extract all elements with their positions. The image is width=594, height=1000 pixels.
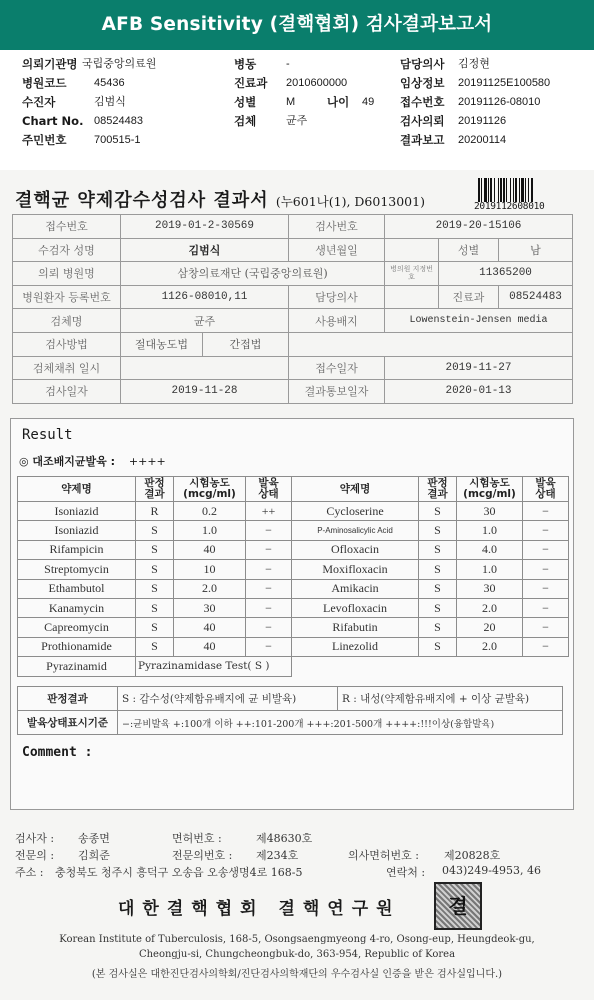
test-no: 2019-20-15106 [385, 215, 573, 239]
drug-conc: 40 [174, 540, 246, 559]
info-label: 수진자 [22, 95, 56, 109]
info-value: 45436 [94, 77, 125, 89]
info-value: 균주 [286, 115, 308, 127]
hospital-code: 11365200 [439, 262, 573, 286]
doctor-label: 담당의사 [289, 285, 385, 309]
pza-test: Pyrazinamidase Test( S ) [136, 657, 292, 676]
test-date-label: 검사일자 [13, 380, 121, 404]
col-growth: 발육 상태 [246, 477, 292, 502]
table-row [13, 309, 573, 333]
drug-conc: 40 [174, 618, 246, 637]
address-label: 주소 : [15, 866, 44, 879]
patient-label: 수검자 성명 [13, 238, 121, 262]
sex-value: 남 [499, 238, 573, 262]
dob-value [385, 238, 439, 262]
drug-growth: − [246, 521, 292, 540]
comment-label: Comment : [22, 745, 93, 760]
hospital-name: 삼창의료재단 (국립중앙의료원) [121, 262, 385, 286]
table-row [18, 618, 569, 637]
notify-date: 2020-01-13 [385, 380, 573, 404]
collect-value [121, 356, 289, 380]
drug-result: S [136, 540, 174, 559]
info-value: 국립중앙의료원 [82, 58, 157, 70]
table-row [13, 356, 573, 380]
specialist-no: 제234호 [256, 849, 299, 862]
table-row [18, 560, 569, 579]
drug-growth: − [523, 579, 569, 598]
test-no-label: 검사번호 [289, 215, 385, 239]
dept-value: 08524483 [499, 285, 573, 309]
drug-conc: 40 [174, 637, 246, 656]
drug-growth: − [246, 598, 292, 617]
info-label: 담당의사 [400, 57, 445, 71]
medium-label: 사용배지 [289, 309, 385, 333]
drug-result: S [419, 598, 457, 617]
specialist-label: 전문의 : [15, 849, 55, 862]
info-value: 20191125E100580 [458, 77, 551, 89]
drug-conc: 1.0 [174, 521, 246, 540]
reg-no-label: 병원환자 등록번호 [13, 285, 121, 309]
table-row [18, 579, 569, 598]
drug-result: S [419, 579, 457, 598]
legend-table [17, 686, 563, 735]
drug-name: Isoniazid [18, 502, 136, 521]
drug-result: S [419, 618, 457, 637]
result-heading: Result [22, 427, 73, 443]
info-label: 진료과 [234, 76, 268, 90]
drug-growth: − [523, 502, 569, 521]
info-value: 700515-1 [94, 134, 141, 146]
notify-label: 결과통보일자 [289, 380, 385, 404]
drug-growth: − [523, 560, 569, 579]
drug-result: S [419, 502, 457, 521]
receipt-date: 2019-11-27 [385, 356, 573, 380]
col-conc: 시험농도 (mcg/ml) [457, 477, 523, 502]
drug-conc: 2.0 [457, 637, 523, 656]
barcode-number: 2019112608010 [474, 201, 545, 212]
info-label: 결과보고 [400, 133, 445, 147]
drug-name: P-Aminosalicylic Acid [292, 521, 419, 540]
drug-name: Ofloxacin [292, 540, 419, 559]
info-value: 김범식 [94, 96, 126, 108]
barcode-icon [478, 178, 566, 202]
table-row [13, 215, 573, 239]
info-label: 임상정보 [400, 76, 445, 90]
drug-growth: − [523, 598, 569, 617]
receipt-label: 접수일자 [289, 356, 385, 380]
table-row [18, 637, 569, 656]
drug-name: Kanamycin [18, 598, 136, 617]
drug-growth: − [246, 560, 292, 579]
doctor-value [385, 285, 439, 309]
drug-name: Levofloxacin [292, 598, 419, 617]
tester-name: 송종면 [78, 832, 110, 845]
doctor-license: 제20828호 [444, 849, 501, 862]
drug-name: Linezolid [292, 637, 419, 656]
reg-no: 1126-08010,11 [121, 285, 289, 309]
patient-name: 김범식 [121, 238, 289, 262]
info-label: 검사의뢰 [400, 114, 445, 128]
drug-result: S [136, 618, 174, 637]
drug-name: Moxifloxacin [292, 560, 419, 579]
address: 충청북도 청주시 흥덕구 오송읍 오송생명4로 168-5 [55, 866, 303, 879]
info-value: 08524483 [94, 115, 143, 127]
info-value: 김정현 [458, 58, 490, 70]
drug-growth: − [246, 618, 292, 637]
document-title-text: 결핵균 약제감수성검사 결과서 [15, 190, 269, 211]
info-row [22, 74, 582, 93]
collect-label: 검체채취 일시 [13, 356, 121, 380]
accept-no: 2019-01-2-30569 [121, 215, 289, 239]
col-growth: 발육 상태 [523, 477, 569, 502]
document-title [15, 186, 425, 212]
info-row [22, 55, 582, 74]
drug-name: Rifabutin [292, 618, 419, 637]
legend-judge-label: 판정결과 [18, 687, 118, 711]
drug-conc: 20 [457, 618, 523, 637]
table-row [18, 502, 569, 521]
info-label: 의뢰기관명 [22, 57, 78, 71]
test-date: 2019-11-28 [121, 380, 289, 404]
institute-address-en-2: Cheongju-si, Chungcheongbuk-do, 363-954, Republic of Korea [138, 949, 456, 960]
drug-conc: 2.0 [457, 598, 523, 617]
patient-info [22, 55, 582, 150]
report-title-bar [0, 0, 594, 50]
drug-conc: 1.0 [457, 521, 523, 540]
table-row [18, 540, 569, 559]
specialist-name: 김희준 [78, 849, 110, 862]
drug-name: Ethambutol [18, 579, 136, 598]
hospital-label: 의뢰 병원명 [13, 262, 121, 286]
table-row [13, 380, 573, 404]
document-code: (누601나(1), D6013001) [275, 194, 425, 209]
info-label: 접수번호 [400, 95, 445, 109]
specialist-no-label: 전문의번호 : [172, 849, 233, 862]
info-value: 20191126 [458, 115, 507, 127]
institute-address-en-1: Korean Institute of Tuberculosis, 168-5, Osongsaengmyeong 4-ro, Osong-eup, Heungdeok-gu, [59, 934, 535, 945]
table-header-row [18, 477, 569, 502]
specimen-label: 검체명 [13, 309, 121, 333]
control-growth-label: ◎ 대조배지균발육 : [19, 455, 116, 468]
drug-name: Cycloserine [292, 502, 419, 521]
info-value: 49 [362, 96, 375, 108]
pza-name: Pyrazinamid [18, 657, 136, 676]
drug-name: Amikacin [292, 579, 419, 598]
col-conc: 시험농도 (mcg/ml) [174, 477, 246, 502]
doctor-license-label: 의사면허번호 : [348, 849, 419, 862]
drug-result: S [136, 521, 174, 540]
info-label: 성별 [234, 95, 257, 109]
contact: 043)249-4953, 46 [442, 864, 541, 877]
table-row [13, 262, 573, 286]
table-row [18, 521, 569, 540]
info-row [22, 93, 582, 112]
drug-conc: 30 [457, 579, 523, 598]
drug-growth: − [523, 618, 569, 637]
drug-result: S [136, 560, 174, 579]
info-value: 2010600000 [286, 77, 348, 89]
info-label: 검체 [234, 114, 257, 128]
drug-name: Capreomycin [18, 618, 136, 637]
legend-row [18, 711, 563, 735]
info-value: - [286, 58, 290, 70]
col-drug: 약제명 [292, 477, 419, 502]
drug-result: S [419, 540, 457, 559]
legend-row [18, 687, 563, 711]
info-label: 주민번호 [22, 133, 67, 147]
certification-note: (본 검사실은 대한진단검사의학회/진단검사의학재단의 우수검사실 인증을 받은 검사실입니다.) [91, 969, 503, 980]
drug-conc: 1.0 [457, 560, 523, 579]
drug-conc: 10 [174, 560, 246, 579]
control-growth-value: ++++ [128, 455, 166, 468]
drug-conc: 4.0 [457, 540, 523, 559]
specimen-value: 균주 [121, 309, 289, 333]
drug-name: Rifampicin [18, 540, 136, 559]
dob-label: 생년월일 [289, 238, 385, 262]
license-label: 면허번호 : [172, 832, 222, 845]
institute-name: 대한결핵협회 결핵연구원 [118, 899, 401, 919]
info-value: 20200114 [458, 134, 507, 146]
info-label: 나이 [327, 95, 350, 109]
table-row [13, 332, 573, 356]
legend-growth-label: 발육상태표시기준 [18, 711, 118, 735]
drug-result: S [419, 560, 457, 579]
table-row [18, 598, 569, 617]
tester-label: 검사자 : [15, 832, 55, 845]
medium-value: Lowenstein-Jensen media [385, 309, 573, 333]
drug-conc: 30 [174, 598, 246, 617]
col-judge: 판정 결과 [419, 477, 457, 502]
info-value: M [286, 96, 296, 108]
official-seal-icon: 결 [434, 882, 482, 930]
method-value-2: 간접법 [203, 332, 289, 356]
drug-result: S [136, 579, 174, 598]
method-value-1: 절대농도법 [121, 332, 203, 356]
drug-growth: − [523, 637, 569, 656]
control-growth [19, 453, 166, 469]
info-label: 병원코드 [22, 76, 67, 90]
drug-growth: − [523, 540, 569, 559]
drug-result: S [419, 521, 457, 540]
table-row [13, 285, 573, 309]
contact-label: 연락처 : [386, 866, 426, 879]
scanned-result-document [0, 170, 594, 1000]
drug-name: Prothionamide [18, 637, 136, 656]
drug-growth: − [246, 579, 292, 598]
drug-result: S [136, 598, 174, 617]
report-title: AFB Sensitivity (결핵협회) 검사결과보고서 [101, 14, 493, 35]
drug-table [17, 476, 569, 677]
drug-growth: − [246, 637, 292, 656]
info-value: 20191126-08010 [458, 96, 541, 108]
hospital-code-label: 병의원 지정번호 [385, 262, 439, 286]
result-section [10, 418, 574, 810]
license-number: 제48630호 [256, 832, 313, 845]
legend-judge-s: S : 감수성(약제함유배지에 균 비발육) [118, 687, 338, 711]
drug-growth: − [523, 521, 569, 540]
info-label: Chart No. [22, 114, 84, 128]
info-row [22, 131, 582, 150]
info-label: 병동 [234, 57, 257, 71]
drug-name: Streptomycin [18, 560, 136, 579]
drug-conc: 2.0 [174, 579, 246, 598]
drug-result: S [419, 637, 457, 656]
registration-table [12, 214, 573, 404]
info-row [22, 112, 582, 131]
legend-growth-value: −:균비발육 +:100개 이하 ++:101-200개 +++:201-500개 ++++:!!!이상(융합발육) [118, 711, 563, 735]
drug-name: Isoniazid [18, 521, 136, 540]
accept-no-label: 접수번호 [13, 215, 121, 239]
drug-conc: 30 [457, 502, 523, 521]
drug-growth: − [246, 540, 292, 559]
col-judge: 판정 결과 [136, 477, 174, 502]
drug-result: R [136, 502, 174, 521]
legend-judge-r: R : 내성(약제함유배지에 + 이상 균발육) [338, 687, 563, 711]
drug-result: S [136, 637, 174, 656]
table-row [13, 238, 573, 262]
table-row [18, 657, 569, 676]
drug-growth: ++ [246, 502, 292, 521]
method-label: 검사방법 [13, 332, 121, 356]
dept-label: 진료과 [439, 285, 499, 309]
drug-conc: 0.2 [174, 502, 246, 521]
sex-label: 성별 [439, 238, 499, 262]
col-drug: 약제명 [18, 477, 136, 502]
